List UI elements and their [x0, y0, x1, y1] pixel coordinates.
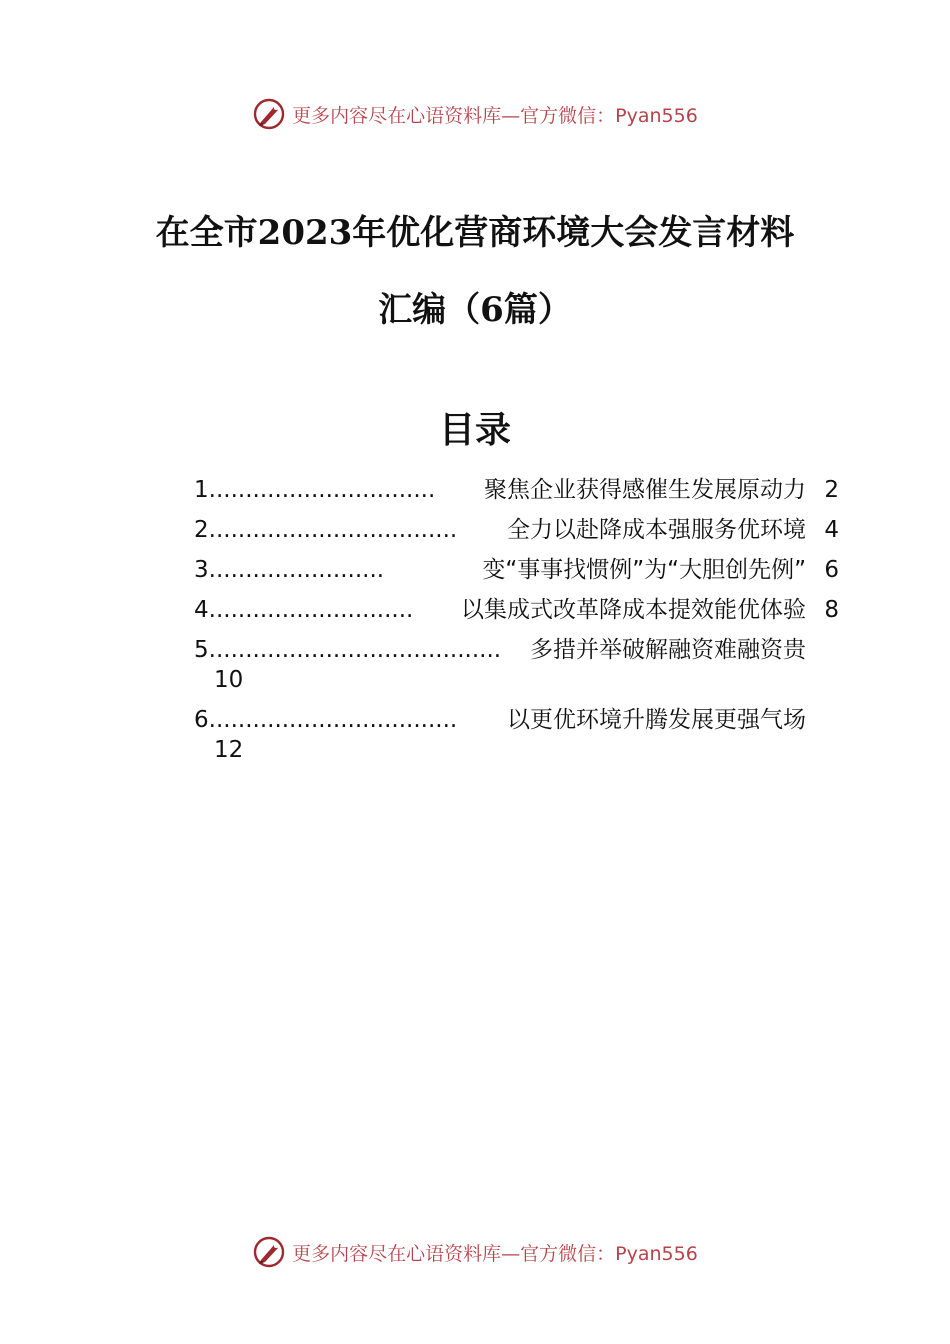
toc-entry-dots: ............................	[208, 597, 414, 623]
toc-entry-2[interactable]	[194, 512, 844, 552]
footer-banner	[0, 1232, 950, 1272]
toc-entry-page: 2	[824, 477, 839, 503]
toc-entry-1[interactable]	[194, 472, 844, 512]
header-banner	[0, 94, 950, 134]
pen-logo-icon	[252, 1235, 286, 1269]
toc-entry-number: 5	[194, 637, 209, 663]
document-title-line-2: 汇编（6篇）	[378, 290, 572, 330]
toc-entry-dots: ..................................	[208, 707, 458, 733]
toc-entry-page: 8	[824, 597, 839, 623]
toc-entry-number: 2	[194, 517, 209, 543]
toc-entry-dots: ...............................	[208, 477, 436, 503]
toc-entry-label: 变“事事找惯例”为“大胆创先例”	[480, 552, 806, 588]
document-title-line-1: 在全市2023年优化营商环境大会发言材料	[155, 213, 795, 253]
banner-wechat-id: Pyan556	[615, 1242, 698, 1265]
toc-entry-number: 4	[194, 597, 209, 623]
banner-wechat-id: Pyan556	[615, 104, 698, 127]
toc-entry-page: 12	[214, 737, 244, 763]
toc-entry-dots: ..................................	[208, 517, 458, 543]
toc-entry-page: 10	[214, 667, 244, 693]
toc-entry-number: 1	[194, 477, 209, 503]
banner-text: 更多内容尽在心语资料库—官方微信：Pyan556	[292, 1242, 698, 1265]
toc-entry-label: 以更优环境升腾发展更强气场	[505, 702, 806, 738]
toc-heading: 目录	[438, 409, 511, 451]
toc-entry-page: 4	[824, 517, 839, 543]
toc-entry-dots: ........................	[208, 557, 385, 583]
toc-entry-5[interactable]	[194, 632, 844, 702]
pen-logo-icon	[252, 97, 286, 131]
toc-entry-dots: ........................................	[208, 637, 502, 663]
toc-entry-number: 3	[194, 557, 209, 583]
toc-entry-page: 6	[824, 557, 839, 583]
table-of-contents	[194, 472, 844, 772]
banner-text: 更多内容尽在心语资料库—官方微信：Pyan556	[292, 104, 698, 127]
toc-entry-3[interactable]	[194, 552, 844, 592]
toc-entry-label: 多措并举破解融资难融资贵	[528, 632, 806, 668]
toc-entry-6[interactable]	[194, 702, 844, 772]
toc-entry-4[interactable]	[194, 592, 844, 632]
toc-entry-label: 以集成式改革降成本提效能优体验	[459, 592, 806, 628]
toc-entry-label: 聚焦企业获得感催生发展原动力	[482, 472, 806, 508]
toc-entry-number: 6	[194, 707, 209, 733]
toc-entry-label: 全力以赴降成本强服务优环境	[505, 512, 806, 548]
